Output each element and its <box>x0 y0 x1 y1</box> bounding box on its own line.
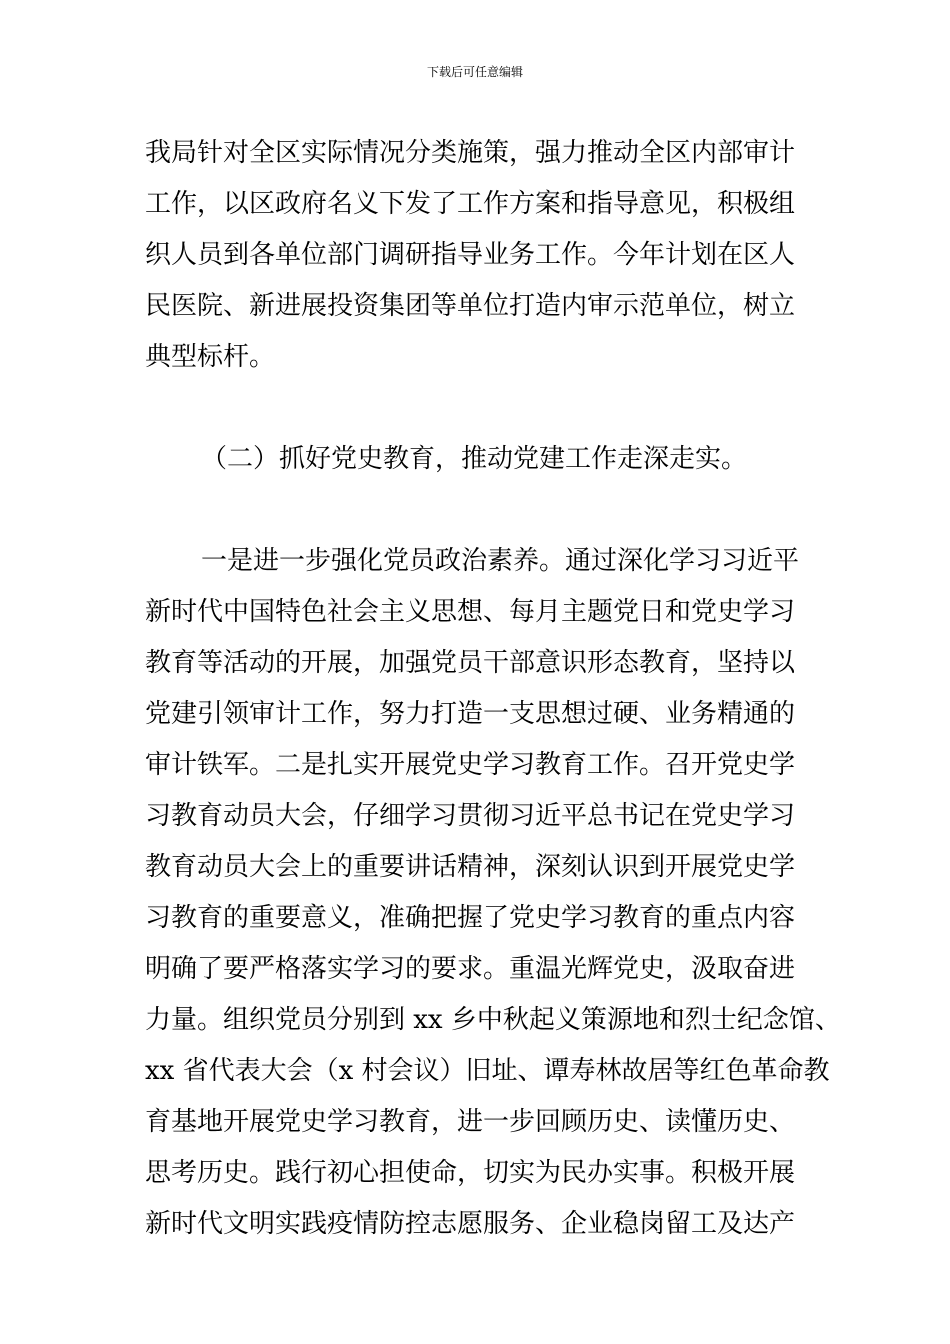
text-line: 党建引领审计工作，努力打造一支思想过硬、业务精通的 <box>145 699 796 729</box>
text-line: 力量。组织党员分别到 xx 乡中秋起义策源地和烈士纪念馆、 <box>145 1005 841 1035</box>
text-line: 教育动员大会上的重要讲话精神，深刻认识到开展党史学 <box>145 852 796 882</box>
section-heading <box>145 434 809 485</box>
text-line: 民医院、新进展投资集团等单位打造内审示范单位，树立 <box>145 291 796 321</box>
text-line: 新时代中国特色社会主义思想、每月主题党日和党史学习 <box>145 597 796 627</box>
text-line: 织人员到各单位部门调研指导业务工作。今年计划在区人 <box>145 240 796 270</box>
text-line: xx 省代表大会（x 村会议）旧址、谭寿林故居等红色革命教 <box>145 1056 830 1086</box>
text-line: 育基地开展党史学习教育，进一步回顾历史、读懂历史、 <box>145 1107 796 1137</box>
text-line: 明确了要严格落实学习的要求。重温光辉党史，汲取奋进 <box>145 954 796 984</box>
text-line: 我局针对全区实际情况分类施策，强力推动全区内部审计 <box>145 138 796 168</box>
document-body <box>145 128 841 1250</box>
paragraph-spacer <box>145 485 809 536</box>
text-line: 新时代文明实践疫情防控志愿服务、企业稳岗留工及达产 <box>145 1209 796 1239</box>
paragraph-2 <box>145 536 841 1250</box>
text-line: 习教育的重要意义，准确把握了党史学习教育的重点内容 <box>145 903 796 933</box>
paragraph-spacer <box>145 383 809 434</box>
paragraph-1 <box>145 128 809 383</box>
text-line: 思考历史。践行初心担使命，切实为民办实事。积极开展 <box>145 1158 796 1188</box>
text-line: 典型标杆。 <box>145 342 276 372</box>
text-line: 审计铁军。二是扎实开展党史学习教育工作。召开党史学 <box>145 750 796 780</box>
text-line: 教育等活动的开展，加强党员干部意识形态教育，坚持以 <box>145 648 796 678</box>
page-header: 下载后可任意编辑 <box>426 65 523 79</box>
text-line: 一是进一步强化党员政治素养。通过深化学习习近平 <box>201 546 800 576</box>
text-line: 工作，以区政府名义下发了工作方案和指导意见，积极组 <box>145 189 796 219</box>
section-heading-text: （二）抓好党史教育，推动党建工作走深走实。 <box>201 444 748 474</box>
text-line: 习教育动员大会，仔细学习贯彻习近平总书记在党史学习 <box>145 801 796 831</box>
